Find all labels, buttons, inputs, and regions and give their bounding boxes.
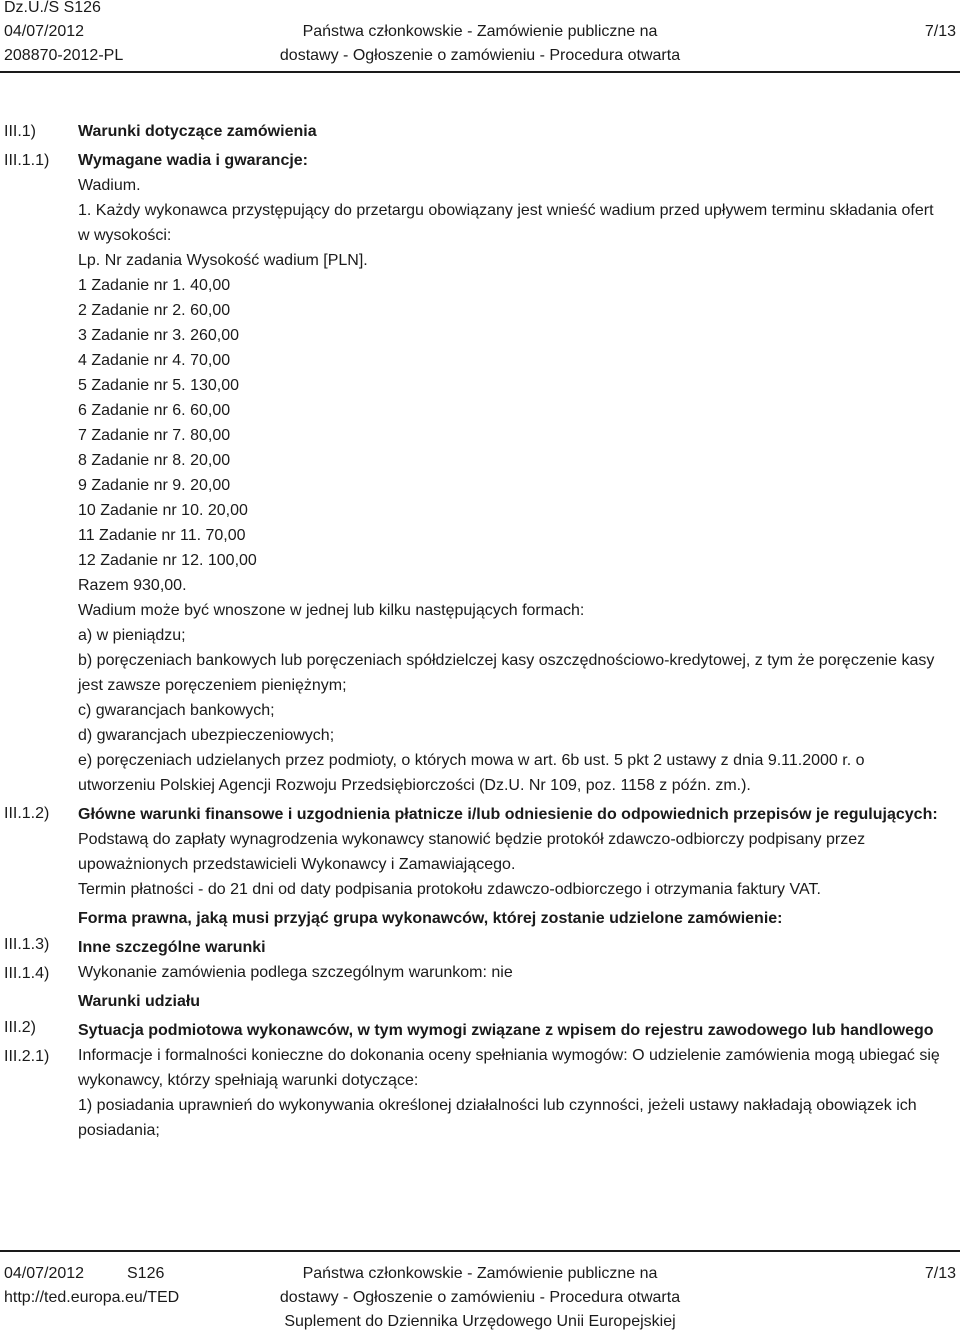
footer-title-line2: dostawy - Ogłoszenie o zamówieniu - Procedura otwarta [279,1289,681,1306]
section-number: III.1.3) [4,936,50,953]
journal-ref: Dz.U./S S126 [4,0,101,16]
document-id: 208870-2012-PL [4,47,124,64]
paragraph: Wykonanie zamówienia podlega szczególnym warunkom: nie [78,964,513,981]
table-row: 3 Zadanie nr 3. 260,00 [78,327,240,344]
paragraph: Wadium. [78,177,141,194]
paragraph: 1) posiadania uprawnień do wykonywania określonej działalności lub czynności, jeżeli ustawy nakładają obowiązek ich posiadania; [78,1097,917,1139]
paragraph: 1. Każdy wykonawca przystępujący do przetargu obowiązany jest wnieść wadium przed upływem terminu składania ofert w wysokości: [78,202,934,244]
footer-series: S126 [127,1265,165,1282]
footer-title-line1: Państwa członkowskie - Zamówienie publiczne na [302,1265,658,1282]
section-number: III.1.2) [4,805,50,822]
table-row: 10 Zadanie nr 10. 20,00 [78,502,248,519]
table-row: 11 Zadanie nr 11. 70,00 [78,527,246,544]
table-row: 8 Zadanie nr 8. 20,00 [78,452,231,469]
section-number: III.1.4) [4,965,50,982]
main-content [78,119,940,1143]
deposit-table [78,273,940,573]
section-heading: Warunki udziału [78,993,201,1010]
section-number: III.2.1) [4,1048,50,1065]
table-row: 9 Zadanie nr 9. 20,00 [78,477,231,494]
table-row: 2 Zadanie nr 2. 60,00 [78,302,231,319]
section-heading: Wymagane wadia i gwarancje: [78,152,309,169]
section-heading: Sytuacja podmiotowa wykonawców, w tym wymogi związane z wpisem do rejestru zawodowego lub handlowego [78,1022,934,1039]
paragraph: Wadium może być wnoszone w jednej lub kilku następujących formach: [78,602,585,619]
list-item: e) poręczeniach udzielanych przez podmioty, o których mowa w art. 6b ust. 5 pkt 2 ustawy z dnia 9.11.2000 r. o utworzeniu Polskiej Agencji Rozwoju Przedsiębiorczości (Dz.U. Nr 109, poz. 1158 z późn. zm.). [78,752,865,794]
section-number: III.1) [4,123,37,140]
footer-date: 04/07/2012 [4,1265,85,1282]
paragraph: Podstawą do zapłaty wynagrodzenia wykonawcy stanowić będzie protokół zdawczo-odbiorczy podpisany przez upoważnionych przedstawicieli Wykonawcy i Zamawiającego. [78,831,866,873]
list-item: a) w pieniądzu; [78,627,186,644]
section-heading: Inne szczególne warunki [78,939,266,956]
total: Razem 930,00. [78,577,187,594]
section-number: III.2) [4,1019,37,1036]
table-row: 7 Zadanie nr 7. 80,00 [78,427,231,444]
list-item: c) gwarancjach bankowych; [78,702,275,719]
paragraph: Informacje i formalności konieczne do dokonania oceny spełniania wymogów: O udzielenie zamówienia mogą ubiegać się wykonawcy, którzy spełniają warunki dotyczące: [78,1047,940,1089]
header-rule [0,71,960,73]
header-title-line1: Państwa członkowskie - Zamówienie publiczne na [302,23,658,40]
section-heading: Warunki dotyczące zamówienia [78,123,317,140]
footer-url: http://ted.europa.eu/TED [4,1289,180,1306]
table-row: 6 Zadanie nr 6. 60,00 [78,402,231,419]
section-heading: Forma prawna, jaką musi przyjąć grupa wykonawców, której zostanie udzielone zamówienie: [78,910,783,927]
section-number: III.1.1) [4,152,50,169]
footer-rule [0,1250,960,1252]
paragraph: Termin płatności - do 21 dni od daty podpisania protokołu zdawczo-odbiorczego i otrzymania faktury VAT. [78,881,821,898]
section-heading: Główne warunki finansowe i uzgodnienia płatnicze i/lub odniesienie do odpowiednich przepisów je regulujących: [78,806,938,823]
footer-title-line3: Suplement do Dziennika Urzędowego Unii Europejskiej [284,1313,676,1330]
header-title-line2: dostawy - Ogłoszenie o zamówieniu - Procedura otwarta [279,47,681,64]
table-row: 12 Zadanie nr 12. 100,00 [78,552,257,569]
table-row: 5 Zadanie nr 5. 130,00 [78,377,240,394]
list-item: b) poręczeniach bankowych lub poręczeniach spółdzielczej kasy oszczędnościowo-kredytowej, z tym że poręczenie kasy jest zawsze poręczeniem pieniężnym; [78,652,935,694]
table-row: 1 Zadanie nr 1. 40,00 [78,277,231,294]
header-date: 04/07/2012 [4,23,85,40]
deposit-table-header: Lp. Nr zadania Wysokość wadium [PLN]. [78,252,368,269]
list-item: d) gwarancjach ubezpieczeniowych; [78,727,335,744]
table-row: 4 Zadanie nr 4. 70,00 [78,352,231,369]
header-page-number: 7/13 [924,23,956,40]
footer-page-number: 7/13 [924,1265,956,1282]
